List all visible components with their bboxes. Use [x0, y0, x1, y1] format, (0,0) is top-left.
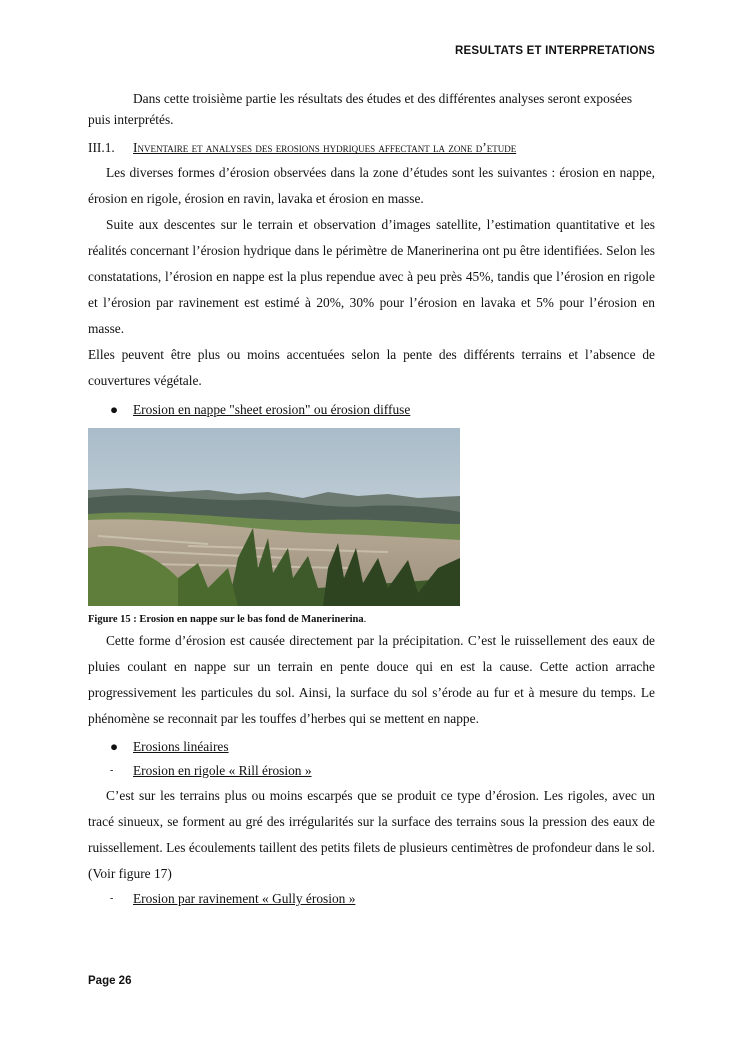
bullet-icon: ●: [110, 739, 119, 754]
figure-photo-sheet-erosion: [88, 428, 460, 606]
paragraph-erosion-forms: Les diverses formes d’érosion observées dans la zone d’études sont les suivantes : érosion en nappe, érosion en rigole, érosion en ravin, lavaka et érosion en masse.: [88, 165, 655, 206]
paragraph-rill-erosion: C’est sur les terrains plus ou moins escarpés que se produit ce type d’érosion. Les rigoles, avec un tracé sinueux, se forment au gré des irrégularités sur la surface des terrains sous la pression des eaux de ruissellement. Les écoulements taillent des petits filets de plusieurs centimètres de profondeur dans le sol. (Voir figure 17): [88, 788, 655, 881]
paragraph-slope: Elles peuvent être plus ou moins accentuées selon la pente des différents terrains et l’absence de couvertures végétale.: [88, 347, 655, 388]
list-item-label: Erosions linéaires: [133, 739, 229, 754]
figure-caption-period: .: [363, 614, 367, 625]
figure-caption: [88, 612, 655, 628]
dash-icon: -: [110, 893, 114, 904]
paragraph-sheet-erosion: Cette forme d’érosion est causée directement par la précipitation. C’est le ruissellement des eaux de pluies coulant en nappe sur un terrain en pente douce qui en est la cause. Cette action arrache progressivement les particules du sol. Ainsi, la surface du sol s’érode au fur et à mesure du temps. Le phénomène se reconnait par les touffes d’herbes qui se mettent en nappe.: [88, 633, 655, 726]
section-heading: [88, 138, 655, 158]
list-item-label: Erosion en rigole « Rill érosion »: [133, 763, 312, 778]
page-content: [88, 88, 655, 911]
list-item-label: Erosion par ravinement « Gully érosion »: [133, 891, 356, 906]
section-title: Inventaire et analyses des erosions hydriques affectant la zone d’etude: [133, 140, 517, 155]
bullet-icon: ●: [110, 402, 119, 417]
running-header: RESULTATS ET INTERPRETATIONS: [454, 45, 655, 57]
page-number: Page 26: [88, 975, 132, 987]
figure-caption-text: Figure 15 : Erosion en nappe sur le bas fond de Manerinerina: [88, 614, 364, 625]
paragraph-estimation: Suite aux descentes sur le terrain et observation d’images satellite, l’estimation quantitative et les réalités concernant l’érosion hydrique dans le périmètre de Manerinerina ont pu être identifiées. Selon les constatations, l’érosion en nappe est la plus rependue avec à peu près 45%, tandis que l’érosion en rigole et l’érosion par ravinement est estimé à 20%, 30% pour l’érosion en lavaka et 5% pour l’érosion en masse.: [88, 217, 655, 336]
section-number: III.1.: [88, 140, 115, 155]
intro-paragraph: Dans cette troisième partie les résultats des études et des différentes analyses seront exposées puis interprétés.: [88, 91, 633, 127]
dash-icon: -: [110, 765, 114, 776]
list-item-gully-erosion: [88, 887, 655, 911]
list-item-rill-erosion: [88, 759, 655, 783]
list-item-sheet-erosion: [88, 398, 655, 422]
list-item-label: Erosion en nappe "sheet erosion" ou érosion diffuse: [133, 402, 411, 417]
list-item-linear-erosion: [88, 735, 655, 759]
